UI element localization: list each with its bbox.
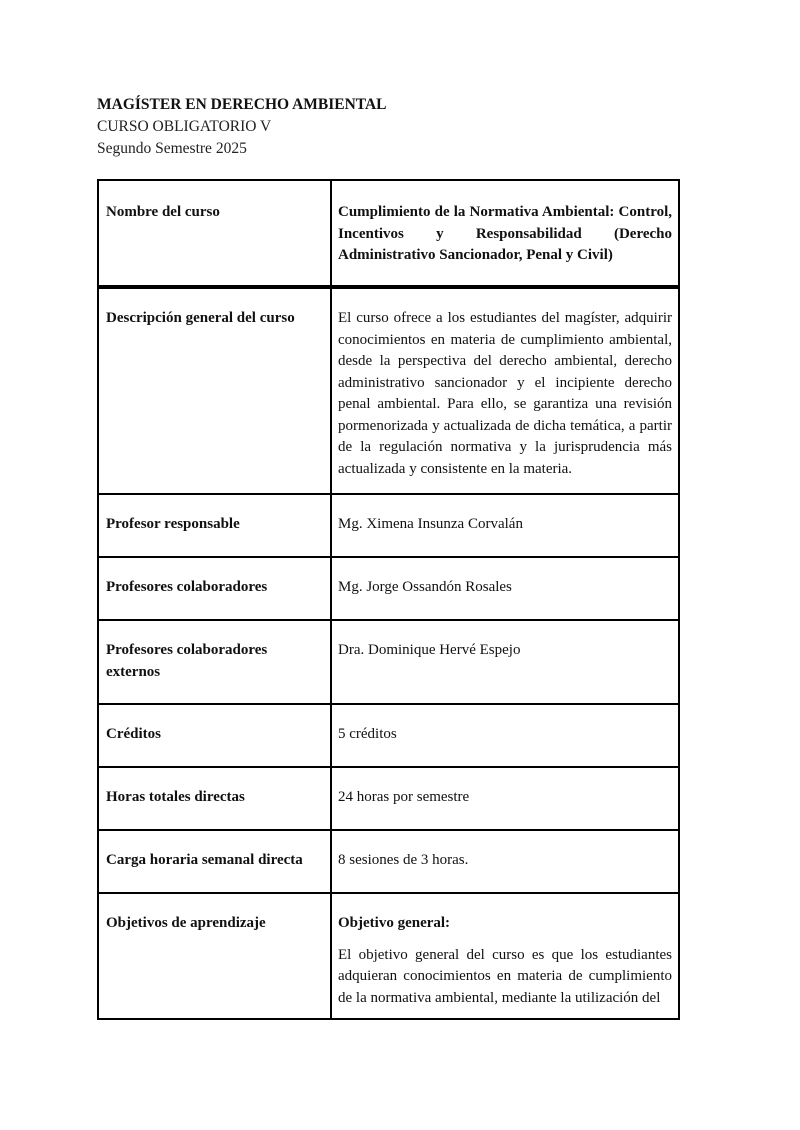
table-row-objectives — [98, 893, 679, 1019]
row-value — [331, 494, 679, 557]
label-text: Carga horaria semanal directa — [106, 852, 303, 868]
row-label — [98, 767, 331, 830]
table-row-lead-professor — [98, 494, 679, 557]
course-name-value: Cumplimiento de la Normativa Ambiental: Control, Incentivos y Responsabilidad (Derecho Administrativo Sancionador, Penal y Civil) — [338, 204, 672, 263]
table-row-collaborators — [98, 557, 679, 620]
course-info-table — [97, 179, 680, 1020]
table-row-description — [98, 287, 679, 494]
row-label — [98, 494, 331, 557]
table-row-credits — [98, 704, 679, 767]
row-value — [331, 704, 679, 767]
row-value — [331, 557, 679, 620]
table-row-external-collaborators — [98, 620, 679, 704]
label-text: Profesores colaboradores externos — [106, 642, 268, 680]
weekly-load-value: 8 sesiones de 3 horas. — [338, 852, 469, 868]
course-type: CURSO OBLIGATORIO V — [97, 118, 272, 135]
row-label — [98, 620, 331, 704]
row-value — [331, 287, 679, 494]
credits-value: 5 créditos — [338, 726, 397, 742]
row-label — [98, 704, 331, 767]
document-header — [97, 94, 697, 160]
row-label — [98, 830, 331, 893]
label-text: Profesor responsable — [106, 516, 240, 532]
description-value: El curso ofrece a los estudiantes del magíster, adquirir conocimientos en materia de cumplimiento ambiental, desde la perspectiva del derecho ambiental, derecho administrativo sancionador y el incipiente derecho penal ambiental. Para ello, se garantiza una revisión pormenorizada y actualizada de dicha temática, a partir de la regulación normativa y la jurisprudencia más actualizada y consistente en la materia. — [338, 310, 672, 477]
label-text: Créditos — [106, 726, 161, 742]
row-value — [331, 180, 679, 287]
label-text: Profesores colaboradores — [106, 579, 268, 595]
label-text: Objetivos de aprendizaje — [106, 915, 266, 931]
semester: Segundo Semestre 2025 — [97, 140, 247, 157]
label-text: Nombre del curso — [106, 204, 220, 220]
table-row-weekly-load — [98, 830, 679, 893]
lead-professor-value: Mg. Ximena Insunza Corvalán — [338, 516, 523, 532]
table-row-course-name — [98, 180, 679, 287]
row-label — [98, 180, 331, 287]
row-label — [98, 557, 331, 620]
row-label — [98, 287, 331, 494]
program-title: MAGÍSTER EN DERECHO AMBIENTAL — [97, 96, 387, 113]
row-label — [98, 893, 331, 1019]
row-value — [331, 830, 679, 893]
objectives-value: El objetivo general del curso es que los estudiantes adquieran conocimientos en materia de cumplimiento de la normativa ambiental, mediante la utilización del — [338, 946, 672, 1006]
table-row-total-hours — [98, 767, 679, 830]
objective-heading: Objetivo general: — [338, 915, 451, 931]
row-value — [331, 767, 679, 830]
total-hours-value: 24 horas por semestre — [338, 789, 470, 805]
label-text: Horas totales directas — [106, 789, 245, 805]
label-text: Descripción general del curso — [106, 310, 295, 326]
row-value — [331, 893, 679, 1019]
row-value — [331, 620, 679, 704]
external-collaborators-value: Dra. Dominique Hervé Espejo — [338, 642, 521, 658]
collaborators-value: Mg. Jorge Ossandón Rosales — [338, 579, 512, 595]
